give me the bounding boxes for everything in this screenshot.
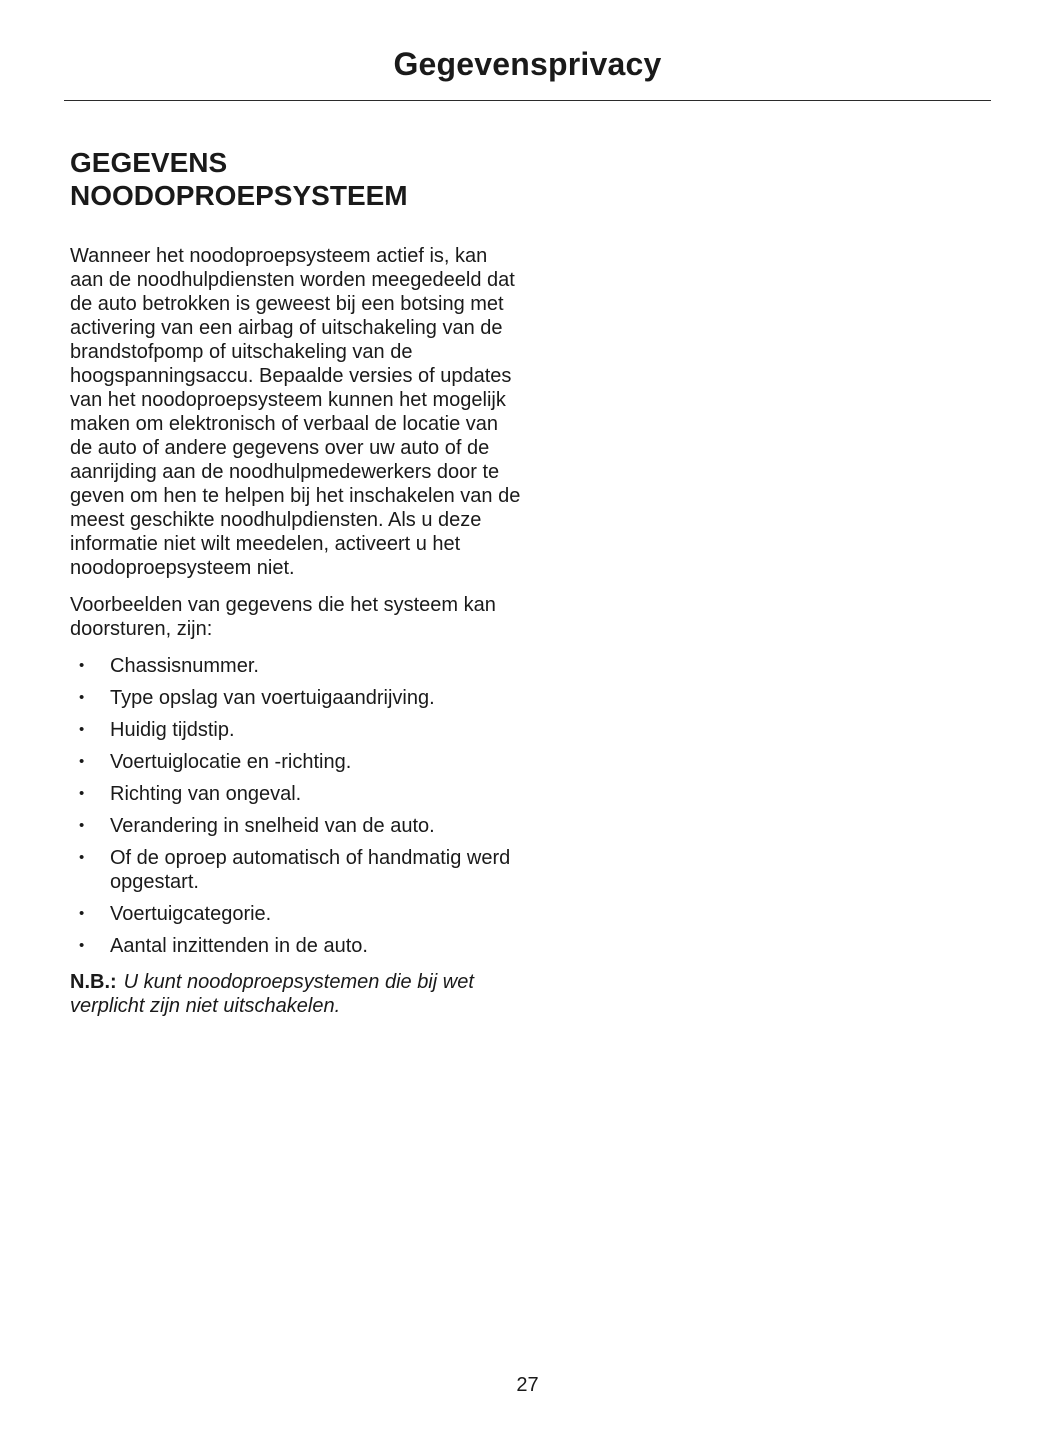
page-title: Gegevensprivacy [393,46,662,82]
bullet-icon: • [79,721,85,738]
list-item [70,814,522,838]
list-item-text: Aantal inzittenden in de auto. [110,935,368,957]
list-item [70,934,522,958]
note [70,970,522,1018]
bullet-icon: • [79,785,85,802]
bullet-icon: • [79,753,85,770]
page-number: 27 [516,1374,539,1396]
list-item-text: Verandering in snelheid van de auto. [110,815,435,837]
note-label: N.B.: [70,971,117,993]
bullet-icon: • [79,689,85,706]
body-paragraph: Voorbeelden van gegevens die het systeem kan doorsturen, zijn: [70,594,496,640]
list-item-text: Voertuiglocatie en -richting. [110,751,352,773]
header-rule [64,100,991,101]
list-item [70,686,522,710]
main-content [70,146,522,1018]
list-item [70,750,522,774]
list-item-text: Type opslag van voertuigaandrijving. [110,687,435,709]
note-text: U kunt noodoproepsystemen die bij wet verplicht zijn niet uitschakelen. [70,971,474,1017]
body-paragraph: Wanneer het noodoproepsysteem actief is, kan aan de noodhulpdiensten worden meegedeeld dat de auto betrokken is geweest bij een botsing met activering van een airbag of uitschakeling van de brandstofpomp of uitschakeling van de hoogspanningsaccu. Bepaalde versies of updates van het noodoproepsysteem kunnen het mogelijk maken om elektronisch of verbaal de locatie van de auto of andere gegevens over uw auto of de aanrijding aan de noodhulpmedewerkers door te geven om hen te helpen bij het inschakelen van de meest geschikte noodhulpdiensten. Als u deze informatie niet wilt meedelen, activeert u het noodoproepsysteem niet. [70,245,521,579]
bullet-icon: • [79,937,85,954]
bullet-icon: • [79,905,85,922]
list-item [70,846,522,894]
bullet-icon: • [79,657,85,674]
list-item-text: Voertuigcategorie. [110,903,272,925]
section-heading: GEGEVENS NOODOPROEPSYSTEEM [70,147,408,211]
list-item-text: Richting van ongeval. [110,783,302,805]
bullet-list [70,654,522,958]
list-item [70,654,522,678]
list-item [70,902,522,926]
bullet-icon: • [79,817,85,834]
list-item-text: Of de oproep automatisch of handmatig werd opgestart. [110,847,511,893]
list-item [70,782,522,806]
bullet-icon: • [79,849,85,866]
list-item-text: Chassisnummer. [110,655,259,677]
list-item-text: Huidig tijdstip. [110,719,235,741]
list-item [70,718,522,742]
